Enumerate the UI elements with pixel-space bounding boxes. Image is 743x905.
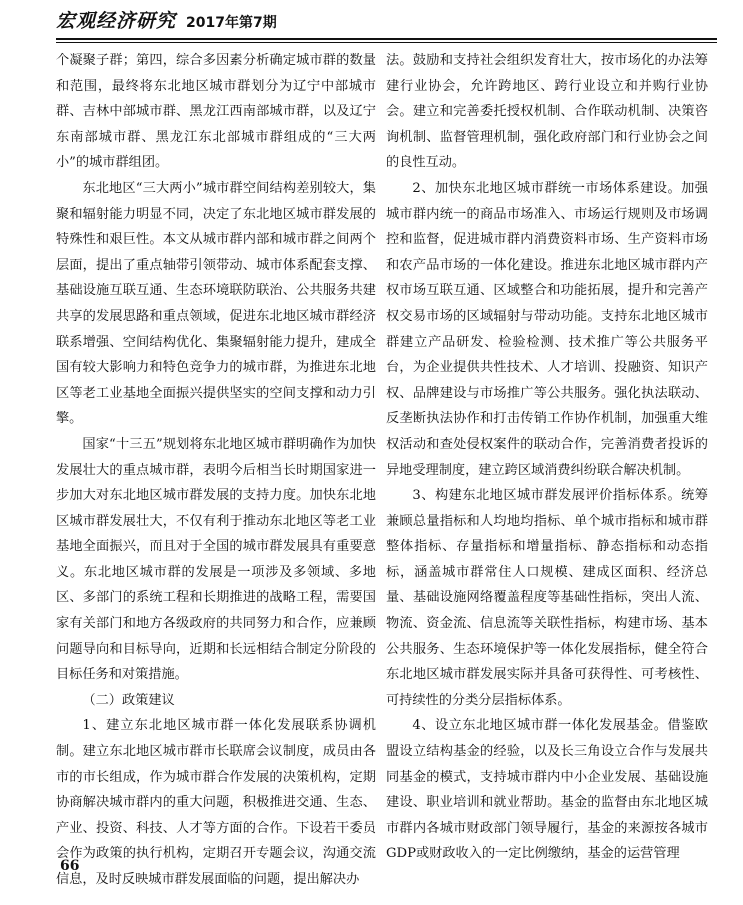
journal-title: 宏观经济研究 xyxy=(56,10,177,32)
paragraph: 东北地区“三大两小”城市群空间结构差别较大，集聚和辐射能力明显不同，决定了东北地区城市群发展的特殊性和艰巨性。本文从城市群内部和城市群之间两个层面，提出了重点轴带引领带动、城市体系配套支撑、基础设施互联互通、生态环境联防联治、公共服务共建共享的发展思路和重点领域，促进东北地区城市群经济联系增强、空间结构优化、集聚辐射能力提升，建成全国有较大影响力和特色竞争力的城市群，为推进东北地区等老工业基地全面振兴提供坚实的空间支撑和动力引擎。 xyxy=(56,180,376,427)
paragraph: 国家“十三五”规划将东北地区城市群明确作为加快发展壮大的重点城市群，表明今后相当长时期国家进一步加大对东北地区城市群发展的支持力度。加快东北地区城市群发展壮大，不仅有利于推动东北地区等老工业基地全面振兴，而且对于全国的城市群发展具有重要意义。东北地区城市群的发展是一项涉及多领域、多地区、多部门的系统工程和长期推进的战略工程，需要国家有关部门和地方各级政府的共同努力和合作，应兼顾问题导向和目标导向，近期和长远相结合制定分阶段的目标任务和对策措施。 xyxy=(56,436,376,683)
paragraph: 1、建立东北地区城市群一体化发展联系协调机制。建立东北地区城市群市长联席会议制度，成员由各市的市长组成，作为城市群合作发展的决策机构，定期协商解决城市群内的重大问题，积极推进交通、生态、产业、投资、科技、人才等方面的合作。下设若干委员会作为政策的执行机构，定期召开专题会议，沟通交流信息，及时反映城市群发展面临的问题，提出解决办 xyxy=(56,718,376,887)
header-rule-thin xyxy=(56,42,717,43)
paragraph: 3、构建东北地区城市群发展评价指标体系。统筹兼顾总量指标和人均地均指标、单个城市指标和城市群整体指标、存量指标和增量指标、静态指标和动态指标，涵盖城市群常住人口规模、建成区面积、经济总量、基础设施网络覆盖程度等基础性指标，突出人流、物流、资金流、信息流等关联性指标，构建市场、基本公共服务、生态环境保护等一体化发展指标，健全符合东北地区城市群发展实际并具备可获得性、可考核性、可持续性的分类分层指标体系。 xyxy=(386,488,708,708)
section-heading: （二）政策建议 xyxy=(82,692,175,708)
page-number: 66 xyxy=(60,858,80,874)
issue-label: 2017年第7期 xyxy=(186,15,277,31)
header-rule-thick xyxy=(56,38,717,40)
paragraph: 法。鼓励和支持社会组织发育壮大，按市场化的办法筹建行业协会，允许跨地区、跨行业设立和并购行业协会。建立和完善委托授权机制、合作联动机制、决策咨询机制、监督管理机制，强化政府部门和行业协会之间的良性互动。 xyxy=(386,53,708,171)
paragraph: 个凝聚子群；第四，综合多因素分析确定城市群的数量和范围，最终将东北地区城市群划分为辽宁中部城市群、吉林中部城市群、黑龙江西南部城市群，以及辽宁东南部城市群、黑龙江东北部城市群组成的“三大两小”的城市群组团。 xyxy=(56,53,376,171)
right-column xyxy=(386,48,708,867)
running-header xyxy=(56,6,277,36)
left-column xyxy=(56,48,376,893)
paragraph: 4、设立东北地区城市群一体化发展基金。借鉴欧盟设立结构基金的经验，以及长三角设立合作与发展共同基金的模式，支持城市群内中小企业发展、基础设施建设、职业培训和就业帮助。基金的监督由东北地区城市群内各城市财政部门领导履行，基金的来源按各城市GDP或财政收入的一定比例缴纳，基金的运营管理 xyxy=(386,718,708,862)
paragraph: 2、加快东北地区城市群统一市场体系建设。加强城市群内统一的商品市场准入、市场运行规则及市场调控和监督，促进城市群内消费资料市场、生产资料市场和农产品市场的一体化建设。推进东北地区城市群内产权市场互联互通、区域整合和功能拓展，提升和完善产权交易市场的区域辐射与带动功能。支持东北地区城市群建立产品研发、检验检测、技术推广等公共服务平台，为企业提供共性技术、人才培训、投融资、知识产权、品牌建设与市场推广等公共服务。强化执法联动、反垄断执法协作和打击传销工作协作机制，加强重大维权活动和查处侵权案件的联动合作，完善消费者投诉的异地受理制度，建立跨区域消费纠纷联合解决机制。 xyxy=(386,180,708,478)
